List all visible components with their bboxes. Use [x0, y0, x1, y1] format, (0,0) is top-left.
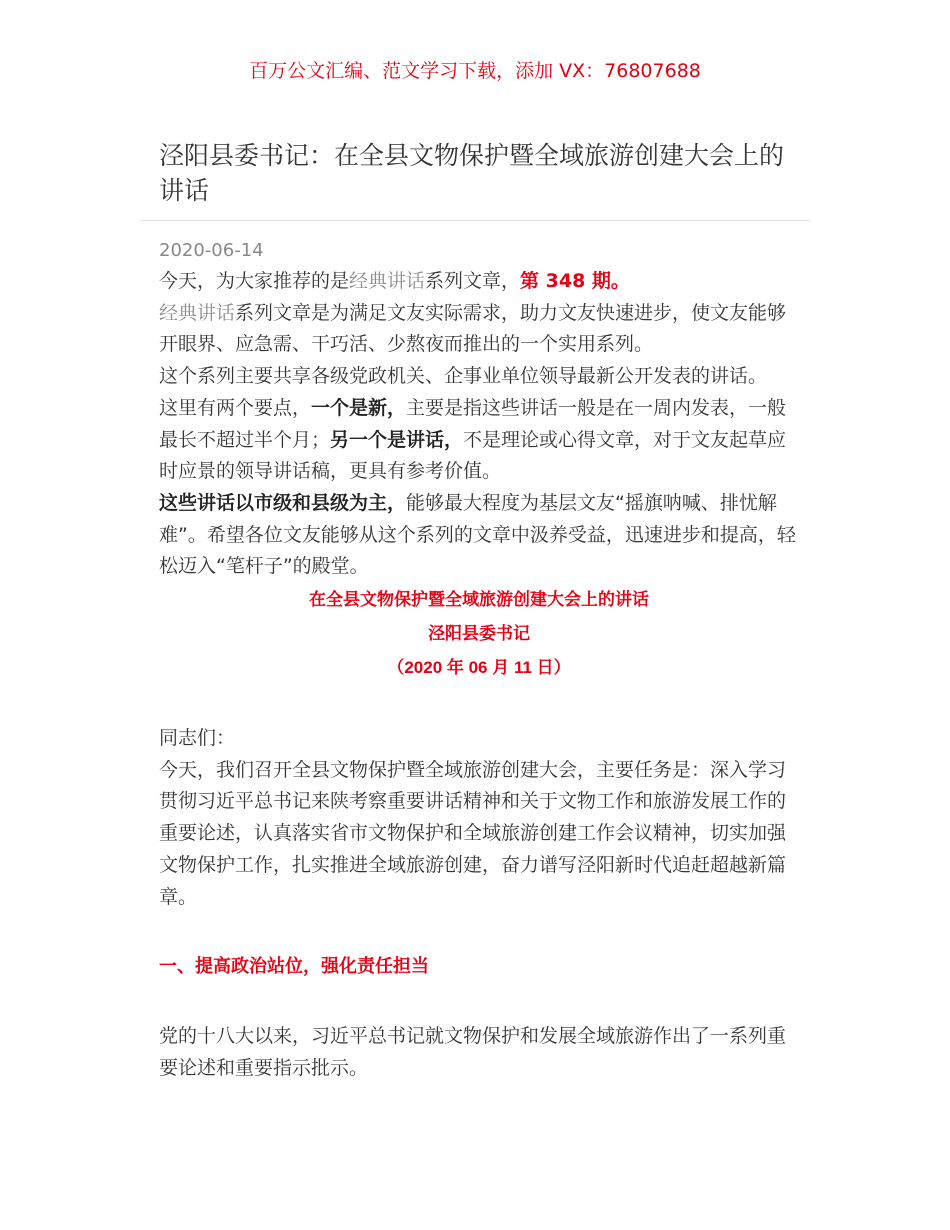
publish-date: 2020-06-14: [159, 240, 264, 261]
title-divider: [140, 220, 810, 221]
bold-text: 另一个是讲话，: [330, 428, 464, 451]
intro-paragraph: [159, 266, 799, 298]
speech-title: 在全县文物保护暨全域旅游创建大会上的讲话: [309, 590, 649, 610]
speech-date: （2020 年 06 月 11 日）: [387, 658, 571, 678]
text: 能够最大程度为基层文友“摇旗呐喊、排忧解难”。希望各位文友能够从这个系列的文章中汲养受益，迅速进步和提高，轻松迈入“笔杆子”的殿堂。: [159, 491, 796, 578]
section-heading: 一、提高政治站位，强化责任担当: [159, 956, 429, 978]
series-name: 经典讲话: [159, 301, 236, 324]
text: 系列文章，: [425, 270, 521, 292]
issue-number: 第 348 期。: [520, 270, 630, 292]
speech-speaker: 泾阳县委书记: [428, 624, 530, 644]
text: 系列文章是为满足文友实际需求，助力文友快速进步，使文友能够开眼界、应急需、干巧活、少熬夜而推出的一个实用系列。: [159, 301, 787, 356]
intro-paragraph: [159, 488, 799, 583]
text: 不是理论或心得文章，对于文友起草应时应景的领导讲话稿，更具有参考价值。: [159, 428, 787, 483]
intro-paragraph: 这个系列主要共享各级党政机关、企事业单位领导最新公开发表的讲话。: [159, 365, 768, 388]
intro-paragraph: [159, 393, 799, 488]
bold-text: 这些讲话以市级和县级为主，: [159, 491, 407, 514]
promo-banner: 百万公文汇编、范文学习下载，添加 VX：76807688: [249, 60, 701, 82]
series-name: 经典讲话: [349, 270, 426, 292]
intro-paragraph: [159, 298, 799, 361]
speech-paragraph: 今天，我们召开全县文物保护暨全域旅游创建大会，主要任务是：深入学习贯彻习近平总书记来陕考察重要讲话精神和关于文物工作和旅游发展工作的重要论述，认真落实省市文物保护和全域旅游创建工作会议精神，切实加强文物保护工作，扎实推进全域旅游创建，奋力谱写泾阳新时代追赶超越新篇章。: [159, 758, 787, 908]
bold-text: 一个是新，: [311, 396, 407, 419]
text: 今天，为大家推荐的是: [159, 270, 350, 292]
text: 主要是指这些讲话一般是在一周内发表，一般最长不超过半个月；: [159, 396, 787, 451]
text: 这里有两个要点，: [159, 396, 312, 419]
article-title: 泾阳县委书记：在全县文物保护暨全域旅游创建大会上的讲话: [159, 141, 785, 205]
article-body: [159, 236, 799, 1084]
speech-paragraph: 党的十八大以来，习近平总书记就文物保护和发展全域旅游作出了一系列重要论述和重要指示批示。: [159, 1024, 787, 1079]
greeting: 同志们：: [159, 727, 236, 750]
